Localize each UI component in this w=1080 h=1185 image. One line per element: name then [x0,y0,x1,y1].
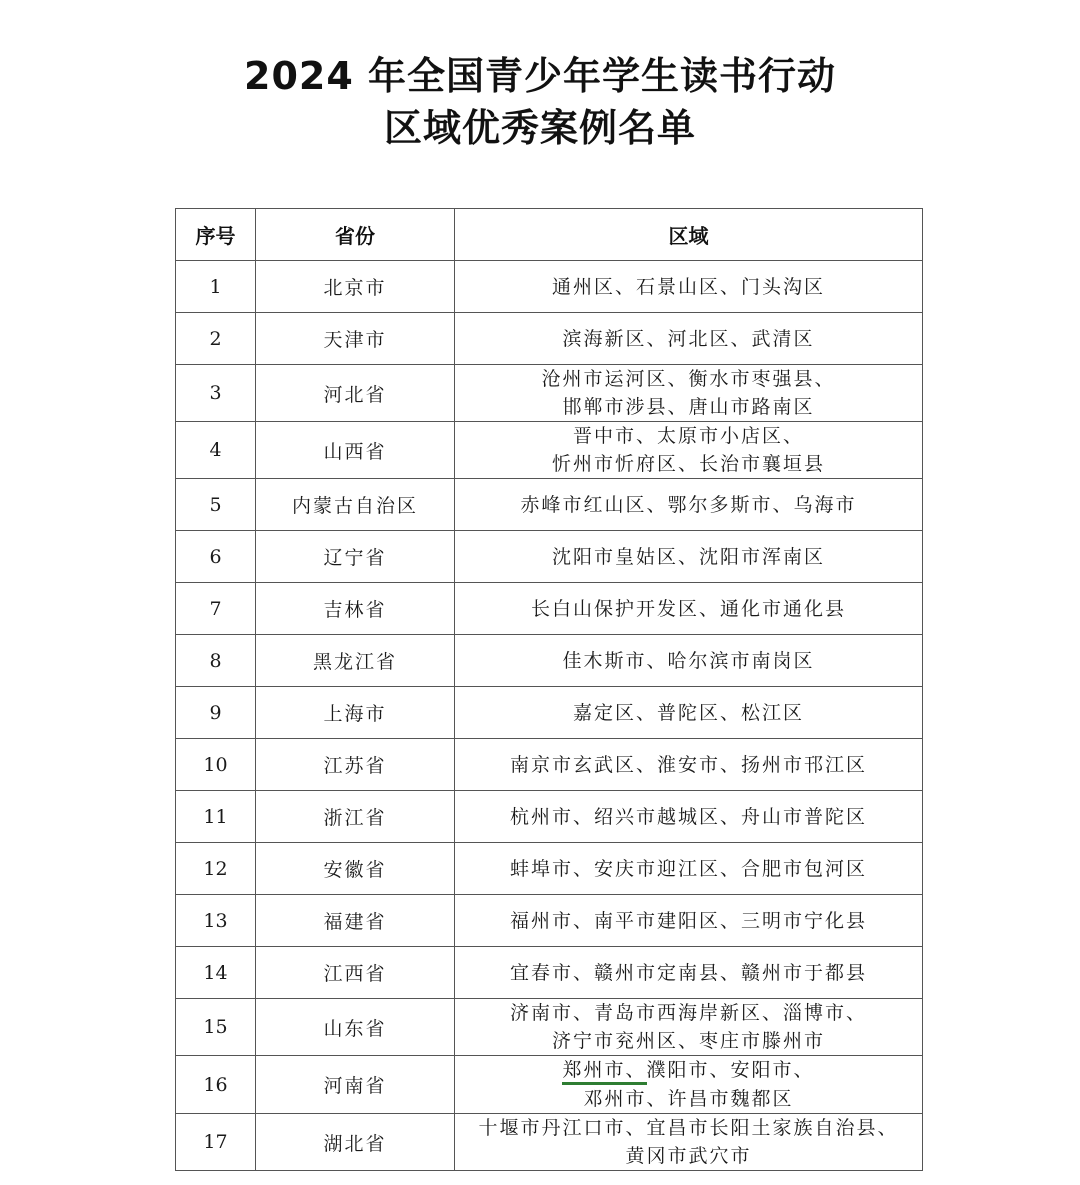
row-province: 天津市 [256,313,455,365]
region-line: 济宁市兖州区、枣庄市滕州市 [551,1030,825,1052]
table-row [176,531,923,583]
region-line: 忻州市忻府区、长治市襄垣县 [551,453,825,475]
row-region [455,635,923,687]
row-number: 6 [176,531,256,583]
row-region [455,1056,923,1114]
row-province: 浙江省 [256,791,455,843]
table-row [176,999,923,1056]
row-region [455,313,923,365]
row-number: 12 [176,843,256,895]
row-province: 福建省 [256,895,455,947]
table-row [176,313,923,365]
header-region: 区域 [455,209,923,261]
row-number: 2 [176,313,256,365]
row-number: 1 [176,261,256,313]
row-province: 山东省 [256,999,455,1056]
row-province: 江西省 [256,947,455,999]
row-number: 3 [176,365,256,422]
row-region [455,999,923,1056]
region-line: 赤峰市红山区、鄂尔多斯市、乌海市 [520,493,857,516]
row-province: 山西省 [256,422,455,479]
region-line: 黄冈市武穴市 [625,1145,752,1167]
row-region [455,261,923,313]
table-row [176,947,923,999]
region-line: 邓州市、许昌市魏都区 [583,1088,794,1110]
row-province: 上海市 [256,687,455,739]
region-line: 长白山保护开发区、通化市通化县 [530,597,846,620]
region-line: 南京市玄武区、淮安市、扬州市邗江区 [509,753,867,776]
row-region [455,1114,923,1171]
table-row [176,1114,923,1171]
region-line: 邯郸市涉县、唐山市路南区 [562,396,815,418]
region-line: 晋中市、太原市小店区、 [572,425,804,447]
row-number: 11 [176,791,256,843]
region-line: 十堰市丹江口市、宜昌市长阳土家族自治县、 [478,1117,899,1139]
table-row [176,479,923,531]
row-number: 15 [176,999,256,1056]
row-region [455,479,923,531]
row-province: 内蒙古自治区 [256,479,455,531]
row-region [455,843,923,895]
region-line: 沧州市运河区、衡水市枣强县、 [541,368,836,390]
row-region [455,687,923,739]
table-row [176,739,923,791]
table-row [176,791,923,843]
row-number: 16 [176,1056,256,1114]
document-title-line1: 2024 年全国青少年学生读书行动 [244,54,836,98]
row-region [455,422,923,479]
table-row [176,583,923,635]
row-number: 5 [176,479,256,531]
region-line: 嘉定区、普陀区、松江区 [572,701,804,724]
row-region [455,947,923,999]
row-number: 8 [176,635,256,687]
row-region [455,365,923,422]
region-rest: 濮阳市、安阳市、 [646,1059,815,1081]
row-province: 吉林省 [256,583,455,635]
row-region [455,583,923,635]
row-number: 14 [176,947,256,999]
region-line: 通州区、石景山区、门头沟区 [551,275,825,298]
table-row [176,261,923,313]
row-province: 北京市 [256,261,455,313]
row-province: 湖北省 [256,1114,455,1171]
row-number: 7 [176,583,256,635]
table-row [176,1056,923,1114]
row-number: 4 [176,422,256,479]
row-province: 河南省 [256,1056,455,1114]
header-no: 序号 [176,209,256,261]
region-line: 杭州市、绍兴市越城区、舟山市普陀区 [509,805,867,828]
document-title-line2: 区域优秀案例名单 [383,106,696,150]
region-line: 沈阳市皇姑区、沈阳市浑南区 [551,545,825,568]
region-line: 滨海新区、河北区、武清区 [562,327,815,350]
row-province: 河北省 [256,365,455,422]
table-row [176,687,923,739]
region-line [455,1056,922,1085]
table-row [176,843,923,895]
highlighted-region-zhengzhou: 郑州市、 [562,1058,646,1085]
case-list-table [175,208,923,1171]
row-region [455,895,923,947]
row-number: 10 [176,739,256,791]
region-line: 蚌埠市、安庆市迎江区、合肥市包河区 [509,857,867,880]
row-number: 13 [176,895,256,947]
row-province: 黑龙江省 [256,635,455,687]
region-line: 佳木斯市、哈尔滨市南岗区 [562,649,815,672]
region-line: 宜春市、赣州市定南县、赣州市于都县 [509,961,867,984]
header-province: 省份 [256,209,455,261]
table-header-row [176,209,923,261]
table-row [176,422,923,479]
row-province: 安徽省 [256,843,455,895]
table-row [176,635,923,687]
row-region [455,531,923,583]
row-province: 辽宁省 [256,531,455,583]
region-line: 济南市、青岛市西海岸新区、淄博市、 [509,1002,867,1024]
region-line: 福州市、南平市建阳区、三明市宁化县 [509,909,867,932]
row-number: 17 [176,1114,256,1171]
row-number: 9 [176,687,256,739]
row-province: 江苏省 [256,739,455,791]
row-region [455,791,923,843]
table-row [176,895,923,947]
table-row [176,365,923,422]
row-region [455,739,923,791]
